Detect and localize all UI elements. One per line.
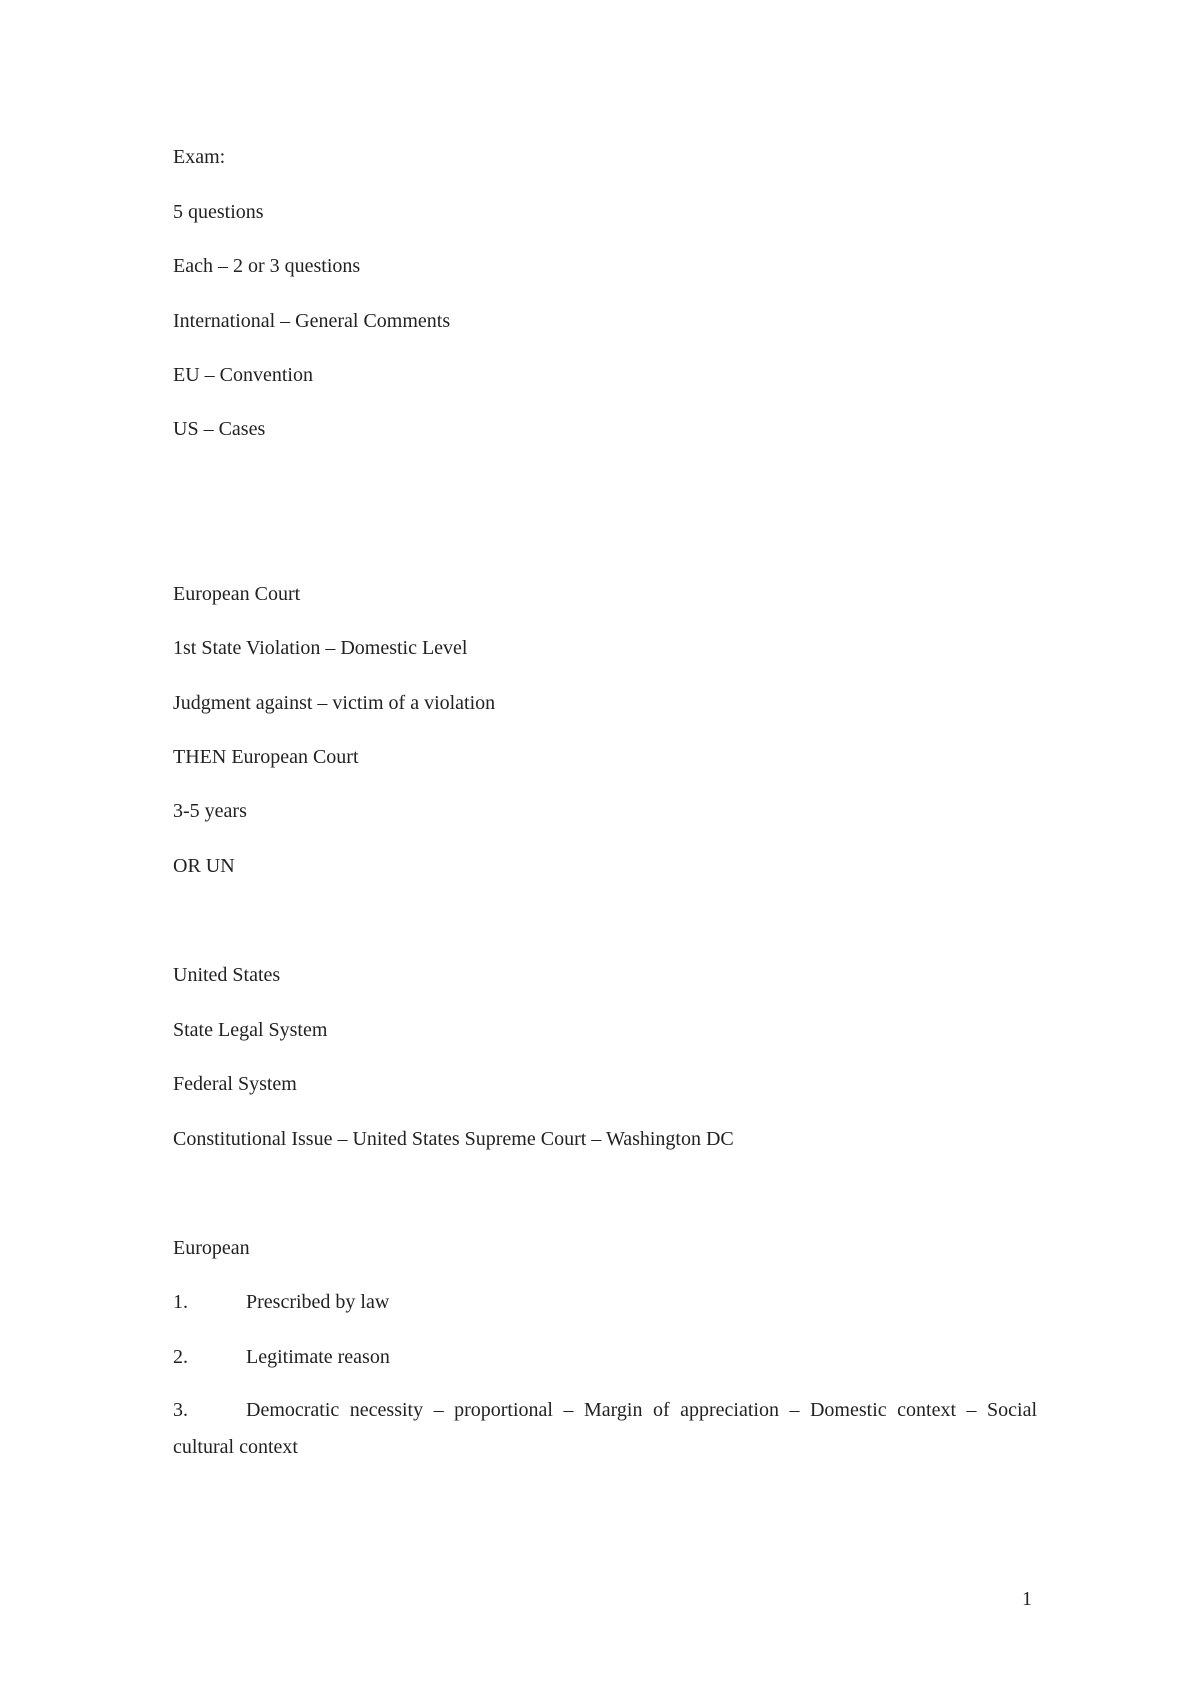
exam-item-us: US – Cases	[173, 418, 266, 440]
list-number: 2.	[173, 1346, 188, 1368]
european-list-item-1	[173, 1290, 389, 1314]
european-list-item-3	[173, 1392, 1037, 1466]
european-list-item-2	[173, 1345, 390, 1369]
list-item-text: Democratic necessity – proportional – Margin of appreciation – Domestic context – Social cultural context	[173, 1399, 1037, 1458]
united-states-item-constitutional: Constitutional Issue – United States Supreme Court – Washington DC	[173, 1128, 734, 1150]
exam-item-eu: EU – Convention	[173, 364, 313, 386]
european-court-item-years: 3-5 years	[173, 800, 247, 822]
european-heading: European	[173, 1237, 250, 1259]
exam-item-international: International – General Comments	[173, 310, 451, 332]
european-court-item-or-un: OR UN	[173, 855, 235, 877]
list-number: 3.	[173, 1399, 188, 1421]
list-item-text: Prescribed by law	[246, 1291, 390, 1313]
european-court-item-state-violation: 1st State Violation – Domestic Level	[173, 637, 468, 659]
united-states-heading: United States	[173, 964, 281, 986]
exam-item-questions: 5 questions	[173, 201, 264, 223]
united-states-item-state-legal: State Legal System	[173, 1019, 328, 1041]
united-states-item-federal: Federal System	[173, 1073, 297, 1095]
list-number: 1.	[173, 1291, 188, 1313]
exam-item-each: Each – 2 or 3 questions	[173, 255, 361, 277]
exam-heading: Exam:	[173, 146, 226, 168]
european-court-item-then: THEN European Court	[173, 746, 359, 768]
european-court-item-judgment: Judgment against – victim of a violation	[173, 692, 496, 714]
european-court-heading: European Court	[173, 583, 301, 605]
list-item-text: Legitimate reason	[246, 1346, 390, 1368]
page-number: 1	[1022, 1588, 1032, 1610]
